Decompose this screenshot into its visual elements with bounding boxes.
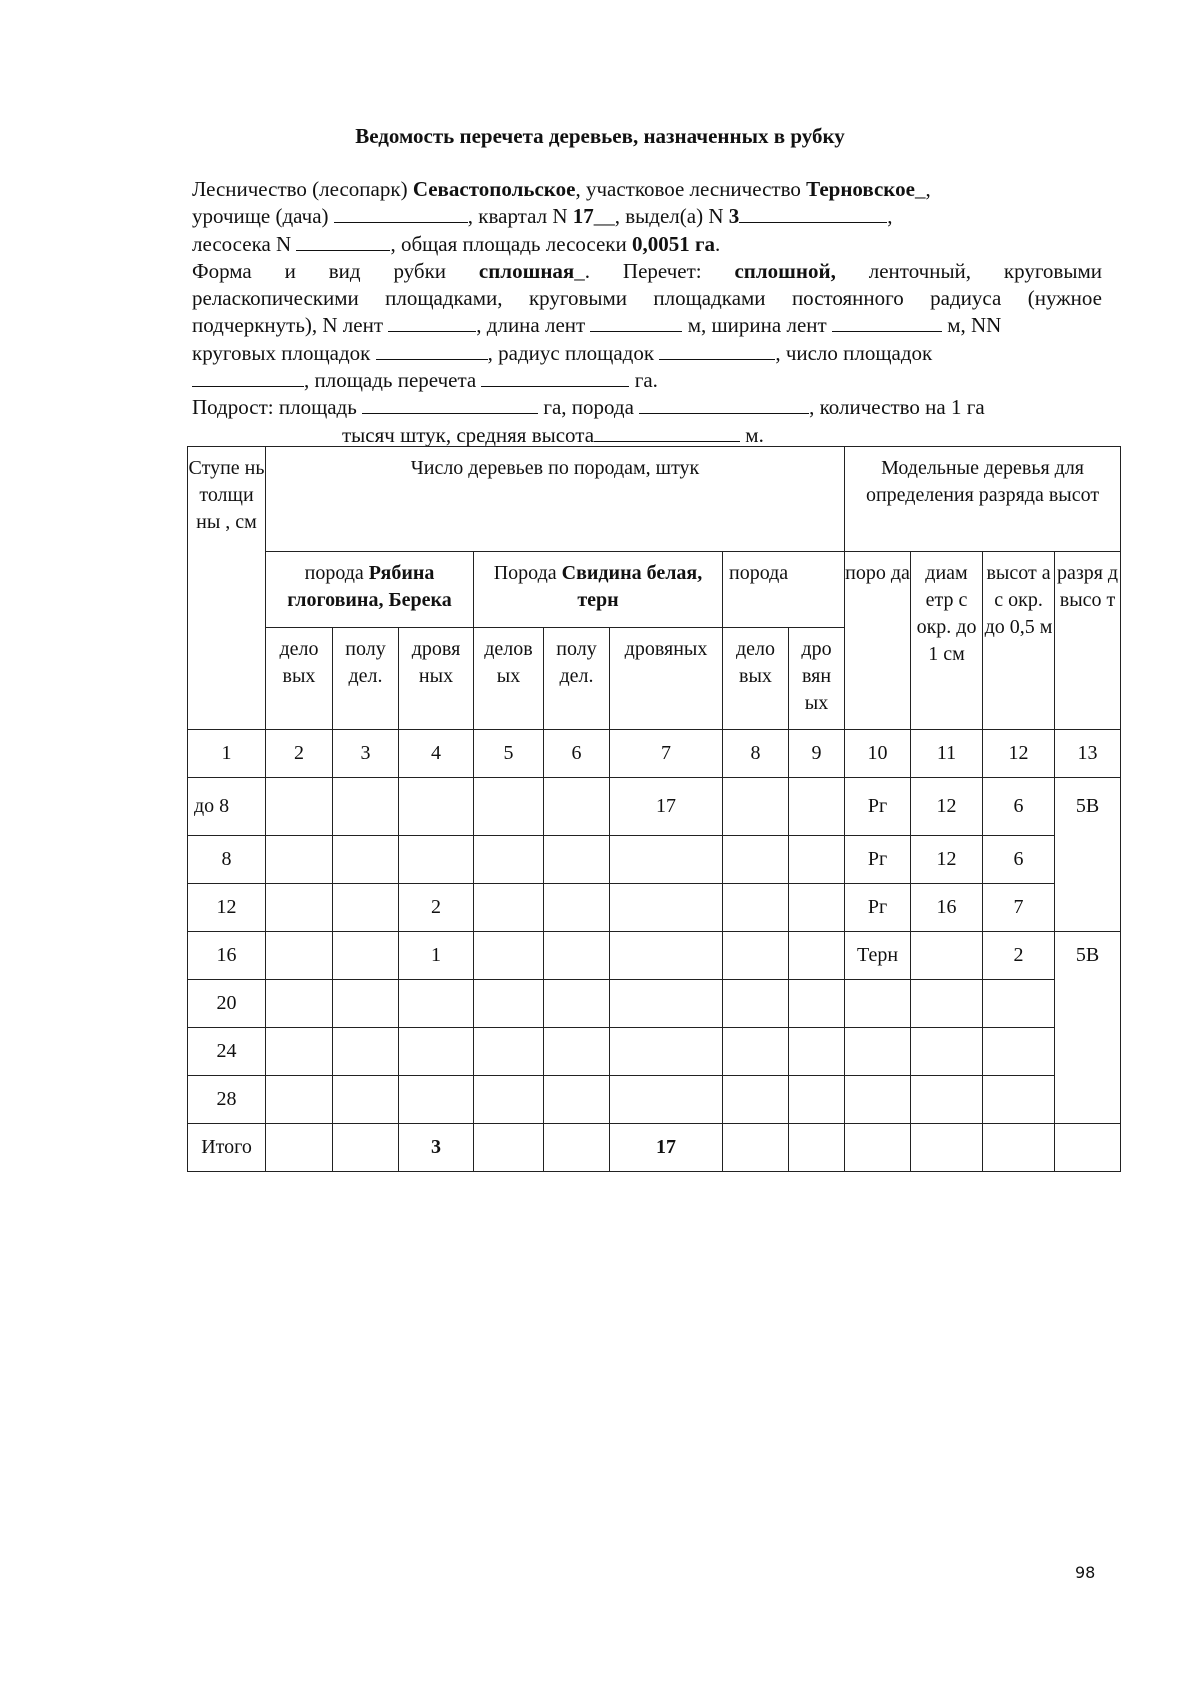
text: тысяч штук, средняя высота [342, 422, 595, 447]
table-row [188, 980, 1121, 1028]
column-number: 5 [474, 730, 544, 778]
total-cell: 17 [610, 1124, 723, 1172]
row-step: 12 [188, 884, 266, 932]
header-model-species: поро да [845, 552, 911, 730]
subheader-cell: дро вян ых [789, 628, 845, 730]
header-line-3 [192, 231, 1102, 258]
model-cell: 12 [911, 836, 983, 884]
text: порода [304, 562, 369, 584]
table-row [188, 778, 1121, 836]
height-class-cell [1055, 884, 1121, 932]
model-cell: Рг [845, 836, 911, 884]
total-cell: 3 [399, 1124, 474, 1172]
column-number: 9 [789, 730, 845, 778]
table-row [188, 1076, 1121, 1124]
count-cell [399, 1076, 474, 1124]
text: , общая площадь лесосеки [390, 231, 632, 256]
table-row [188, 1028, 1121, 1076]
count-cell [474, 932, 544, 980]
count-cell [266, 778, 333, 836]
table-header-row [188, 447, 1121, 552]
text: __, выдел(а) N [593, 204, 729, 229]
count-cell [266, 1076, 333, 1124]
header-species-2 [474, 552, 723, 628]
text: м, NN [941, 313, 1002, 338]
text: _. Перечет: [574, 258, 735, 283]
total-label: Итого [188, 1124, 266, 1172]
model-cell [845, 980, 911, 1028]
text: . [715, 231, 721, 256]
count-cell [474, 778, 544, 836]
count-cell [610, 1076, 723, 1124]
total-cell [266, 1124, 333, 1172]
section-value: 3 [728, 204, 740, 229]
header-line-2 [192, 203, 1102, 230]
column-number: 10 [845, 730, 911, 778]
count-cell: 2 [399, 884, 474, 932]
count-cell [789, 778, 845, 836]
text: Подрост: площадь [192, 395, 363, 420]
blank-field [659, 340, 775, 360]
area-value: 0,0051 га [632, 231, 716, 256]
text: _, [914, 177, 931, 201]
header-line-10 [192, 422, 1102, 449]
subheader-cell: полу дел. [333, 628, 399, 730]
count-cell [789, 1028, 845, 1076]
count-cell [544, 932, 610, 980]
count-cell [333, 778, 399, 836]
count-cell [333, 884, 399, 932]
count-cell [789, 980, 845, 1028]
forestry-value: Севастопольское [412, 177, 576, 201]
header-line-6 [192, 312, 1102, 339]
total-model-cell [845, 1124, 911, 1172]
column-number: 7 [610, 730, 723, 778]
text: лесосека N [192, 231, 297, 256]
species-1-value: Рябина глоговина, Берека [287, 562, 452, 611]
model-cell: 16 [911, 884, 983, 932]
blank-field [388, 312, 476, 332]
text: Форма и вид рубки [192, 258, 479, 283]
blank-field [832, 312, 942, 332]
count-cell [544, 836, 610, 884]
model-cell [983, 980, 1055, 1028]
count-cell [474, 836, 544, 884]
blank-field [192, 367, 304, 387]
subheader-cell: делов ых [474, 628, 544, 730]
total-row [188, 1124, 1121, 1172]
count-cell [399, 980, 474, 1028]
count-cell [474, 980, 544, 1028]
text: , количество на 1 га [809, 395, 985, 420]
header-model-height: высот а с окр. до 0,5 м [983, 552, 1055, 730]
count-cell: 1 [399, 932, 474, 980]
row-step: до 8 [188, 778, 266, 836]
text: , длина лент [476, 313, 591, 338]
height-class-cell [1055, 1076, 1121, 1124]
row-step: 20 [188, 980, 266, 1028]
row-step: 28 [188, 1076, 266, 1124]
count-cell [399, 778, 474, 836]
count-cell [610, 932, 723, 980]
blank-field [590, 312, 682, 332]
text: ленточный, круговыми [835, 258, 1102, 283]
document-title: Ведомость перечета деревьев, назначенных в рубку [355, 124, 845, 148]
row-step: 16 [188, 932, 266, 980]
count-cell: 17 [610, 778, 723, 836]
column-number: 11 [911, 730, 983, 778]
count-cell [723, 836, 789, 884]
count-cell [266, 980, 333, 1028]
count-cell [789, 884, 845, 932]
model-cell: Рг [845, 884, 911, 932]
row-step: 24 [188, 1028, 266, 1076]
text: , площадь перечета [304, 368, 482, 393]
count-cell [399, 1028, 474, 1076]
table-species-row [188, 552, 1121, 628]
height-class-cell [1055, 1028, 1121, 1076]
header-line-1 [192, 176, 1102, 203]
count-cell [610, 884, 723, 932]
header-line-7 [192, 340, 1102, 367]
count-cell [333, 932, 399, 980]
text: га. [629, 368, 658, 393]
height-class-cell: 5В [1055, 932, 1121, 980]
count-cell [544, 980, 610, 1028]
table-row [188, 932, 1121, 980]
column-number: 2 [266, 730, 333, 778]
header-step: Ступе нь толщи ны , см [188, 447, 266, 730]
model-cell [983, 1076, 1055, 1124]
blank-field [639, 394, 809, 414]
text: круговых площадок [192, 340, 376, 365]
header-line-5: реласкопическими площадками, круговыми площадками постоянного радиуса (нужное [192, 286, 1102, 311]
table-row [188, 836, 1121, 884]
count-cell [474, 1076, 544, 1124]
header-block [192, 176, 1102, 449]
count-cell [789, 836, 845, 884]
count-cell [333, 836, 399, 884]
count-cell [789, 932, 845, 980]
height-class-cell [1055, 980, 1121, 1028]
header-line-8 [192, 367, 1102, 394]
model-cell: 6 [983, 836, 1055, 884]
model-cell: Терн [845, 932, 911, 980]
header-model-class: разря д высо т [1055, 552, 1121, 730]
text: урочище (дача) [192, 204, 334, 229]
felling-value: сплошная [478, 258, 575, 283]
header-species-1 [266, 552, 474, 628]
count-cell [723, 778, 789, 836]
column-number: 1 [188, 730, 266, 778]
model-cell: 12 [911, 778, 983, 836]
header-species-3: порода [723, 552, 845, 628]
model-cell: Рг [845, 778, 911, 836]
model-cell [845, 1028, 911, 1076]
model-cell [845, 1076, 911, 1124]
header-model-diameter: диам етр с окр. до 1 см [911, 552, 983, 730]
blank-field [296, 231, 390, 251]
count-cell [266, 932, 333, 980]
model-cell [911, 980, 983, 1028]
district-value: Терновское [806, 177, 915, 201]
subheader-cell: дело вых [266, 628, 333, 730]
count-cell [610, 1028, 723, 1076]
blank-field [594, 422, 740, 442]
count-method-value: сплошной, [734, 258, 836, 283]
count-cell [474, 884, 544, 932]
text: Порода [493, 562, 562, 584]
text: , квартал N [467, 204, 573, 229]
species-2-value: Свидина белая, терн [561, 562, 703, 611]
count-cell [723, 884, 789, 932]
count-cell [266, 1028, 333, 1076]
count-cell [333, 980, 399, 1028]
count-cell [789, 1076, 845, 1124]
count-cell [610, 980, 723, 1028]
total-model-cell [983, 1124, 1055, 1172]
text: , число площадок [775, 340, 933, 365]
text: подчеркнуть), N лент [192, 313, 389, 338]
total-model-cell [911, 1124, 983, 1172]
count-cell [333, 1076, 399, 1124]
text: Лесничество (лесопарк) [192, 177, 413, 201]
column-number: 13 [1055, 730, 1121, 778]
blank-field [334, 203, 468, 223]
column-number: 12 [983, 730, 1055, 778]
height-class-cell [1055, 836, 1121, 884]
count-cell [399, 836, 474, 884]
count-cell [266, 836, 333, 884]
count-cell [333, 1028, 399, 1076]
count-cell [723, 1028, 789, 1076]
row-step: 8 [188, 836, 266, 884]
blank-field [362, 394, 538, 414]
total-cell [544, 1124, 610, 1172]
quarter-value: 17 [572, 204, 594, 229]
model-cell [911, 1076, 983, 1124]
model-cell: 2 [983, 932, 1055, 980]
header-count: Число деревьев по породам, штук [266, 447, 845, 552]
blank-field [376, 340, 488, 360]
total-cell [474, 1124, 544, 1172]
count-cell [266, 884, 333, 932]
count-cell [544, 778, 610, 836]
blank-field [739, 203, 887, 223]
model-cell: 7 [983, 884, 1055, 932]
count-cell [474, 1028, 544, 1076]
count-cell [544, 884, 610, 932]
column-number: 3 [333, 730, 399, 778]
count-cell [544, 1028, 610, 1076]
model-cell [983, 1028, 1055, 1076]
total-cell [723, 1124, 789, 1172]
column-number: 6 [544, 730, 610, 778]
text: м. [740, 422, 764, 447]
tree-count-table [187, 446, 1121, 1172]
height-class-cell: 5В [1055, 778, 1121, 836]
table-row [188, 884, 1121, 932]
text: м, ширина лент [682, 313, 832, 338]
subheader-cell: дровя ных [399, 628, 474, 730]
header-model: Модельные деревья для определения разряда высот [845, 447, 1121, 552]
header-line-4 [192, 258, 1102, 285]
count-cell [723, 1076, 789, 1124]
column-number-row [188, 730, 1121, 778]
subheader-cell: дровяных [610, 628, 723, 730]
text: га, порода [538, 395, 640, 420]
column-number: 4 [399, 730, 474, 778]
text: , [887, 204, 893, 229]
model-cell [911, 1028, 983, 1076]
subheader-cell: полу дел. [544, 628, 610, 730]
total-class-cell [1055, 1124, 1121, 1172]
total-cell [789, 1124, 845, 1172]
column-number: 8 [723, 730, 789, 778]
model-cell [911, 932, 983, 980]
page-number: 98 [1075, 1563, 1096, 1582]
text: , участковое лесничество [575, 177, 807, 201]
blank-field [481, 367, 629, 387]
count-cell [723, 980, 789, 1028]
count-cell [723, 932, 789, 980]
model-cell: 6 [983, 778, 1055, 836]
subheader-cell: дело вых [723, 628, 789, 730]
count-cell [544, 1076, 610, 1124]
header-line-9 [192, 394, 1102, 421]
count-cell [610, 836, 723, 884]
text: , радиус площадок [487, 340, 660, 365]
total-cell [333, 1124, 399, 1172]
